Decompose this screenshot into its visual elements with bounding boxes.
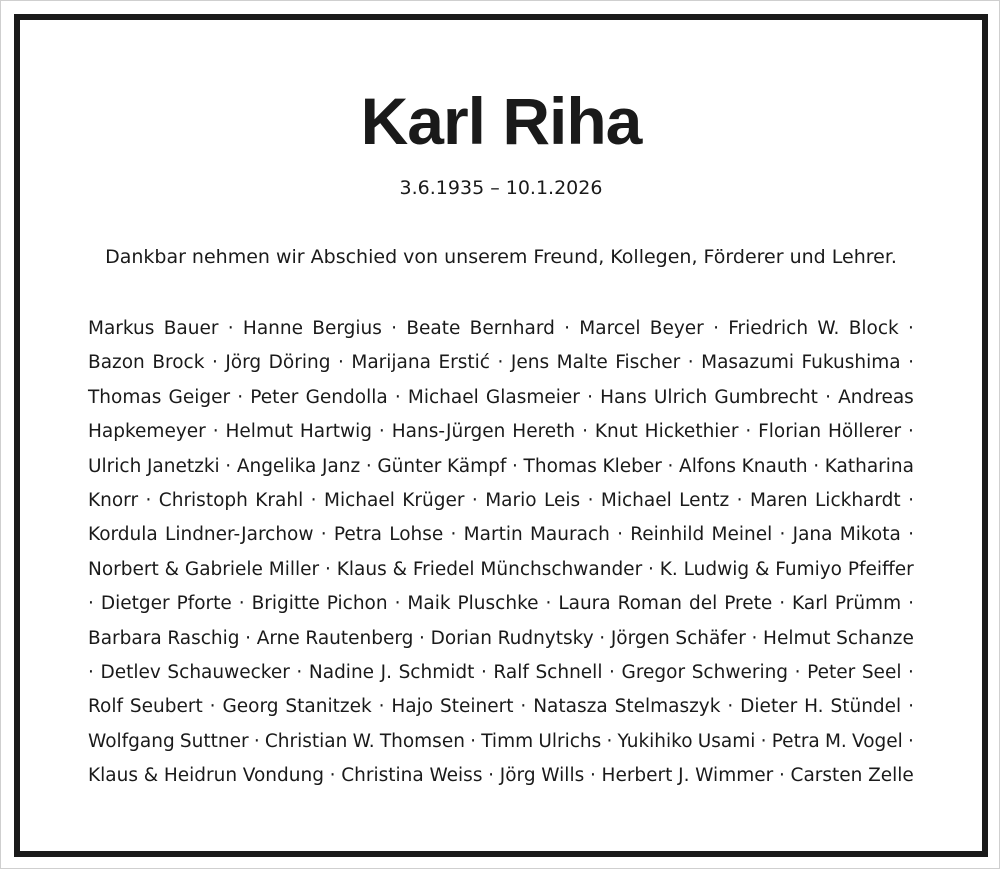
signatories-line: Norbert & Gabriele Miller · Klaus & Friedel Münchschwander · K. Ludwig & Fumiyo Pfeiffer (88, 558, 914, 580)
signatories-line: Thomas Geiger · Peter Gendolla · Michael Glasmeier · Hans Ulrich Gumbrecht · Andreas (88, 386, 914, 408)
signatories-line: · Detlev Schauwecker · Nadine J. Schmidt · Ralf Schnell · Gregor Schwering · Peter Seel · (88, 661, 914, 683)
signatories-line: Ulrich Janetzki · Angelika Janz · Günter Kämpf · Thomas Kleber · Alfons Knauth · Katharina (88, 455, 914, 477)
signatories-line: Wolfgang Suttner · Christian W. Thomsen · Timm Ulrichs · Yukihiko Usami · Petra M. Vogel · (88, 730, 914, 752)
signatories-line: Bazon Brock · Jörg Döring · Marijana Erstić · Jens Malte Fischer · Masazumi Fukushima · (88, 352, 914, 374)
signatories-line: Barbara Raschig · Arne Rautenberg · Dorian Rudnytsky · Jörgen Schäfer · Helmut Schanze (88, 627, 914, 649)
signatories-line: Rolf Seubert · Georg Stanitzek · Hajo Steinert · Natasza Stelmaszyk · Dieter H. Stündel · (88, 696, 914, 718)
signatories-list (88, 314, 914, 795)
signatories-line: · Dietger Pforte · Brigitte Pichon · Maik Pluschke · Laura Roman del Prete · Karl Prümm · (88, 593, 914, 615)
signatories-line: Klaus & Heidrun Vondung · Christina Weiss · Jörg Wills · Herbert J. Wimmer · Carsten Zelle (88, 765, 914, 787)
farewell-text: Dankbar nehmen wir Abschied von unserem Freund, Kollegen, Förderer und Lehrer. (105, 246, 897, 268)
signatories-line: Kordula Lindner-Jarchow · Petra Lohse · Martin Maurach · Reinhild Meinel · Jana Mikota · (88, 524, 914, 546)
signatories-line: Hapkemeyer · Helmut Hartwig · Hans-Jürgen Hereth · Knut Hickethier · Florian Höllerer · (88, 421, 914, 443)
signatories-line: Markus Bauer · Hanne Bergius · Beate Bernhard · Marcel Beyer · Friedrich W. Block · (88, 318, 914, 339)
signatories-line: Knorr · Christoph Krahl · Michael Krüger · Mario Leis · Michael Lentz · Maren Lickhardt · (88, 489, 914, 511)
life-dates: 3.6.1935 – 10.1.2026 (399, 177, 603, 199)
deceased-name: Karl Riha (360, 84, 642, 158)
